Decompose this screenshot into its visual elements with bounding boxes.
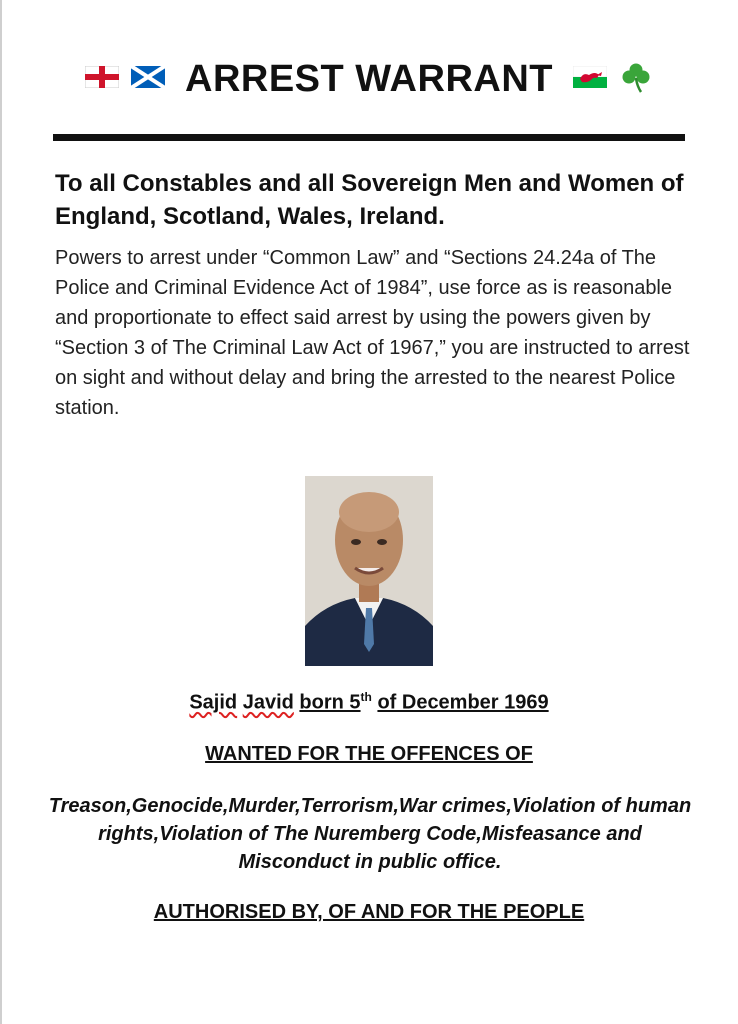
authorisation-footer: AUTHORISED BY, OF AND FOR THE PEOPLE [153, 901, 585, 923]
wales-flag-icon [573, 66, 607, 93]
ordinal-suffix: th [360, 690, 372, 704]
warrant-body: Powers to arrest under “Common Law” and “Sections 24.24a of The Police and Criminal Evidence Act of 1984”, use force as is reasonable and proportionate to effect said arrest by using the powers given by “Section 3 of The Criminal Law Act of 1967,” you are instructed to arrest on sight and without delay and bring the arrested to the nearest Police station. [55, 247, 690, 419]
title-row [0, 58, 738, 101]
england-flag-icon [85, 66, 119, 93]
address-heading: To all Constables and all Sovereign Men and Women of England, Scotland, Wales, Ireland. [55, 170, 684, 230]
wanted-heading: WANTED FOR THE OFFENCES OF [205, 743, 533, 765]
page-edge [0, 0, 2, 1024]
shamrock-icon [619, 60, 653, 99]
title-divider [53, 134, 685, 141]
page-title: ARREST WARRANT [185, 58, 553, 100]
subject-born-date: of December 1969 [377, 691, 549, 714]
subject-last-name: Javid [242, 691, 294, 714]
portrait-photo [305, 476, 433, 666]
scotland-flag-icon [131, 66, 165, 93]
subject-first-name: Sajid [189, 691, 238, 714]
subject-born-prefix: born 5 [299, 691, 361, 714]
subject-name-line [0, 690, 738, 715]
offences-list: Treason,Genocide,Murder,Terrorism,War crimes,Violation of human rights,Violation of The Nuremberg Code,Misfeasance and Misconduct in public office. [48, 795, 692, 873]
